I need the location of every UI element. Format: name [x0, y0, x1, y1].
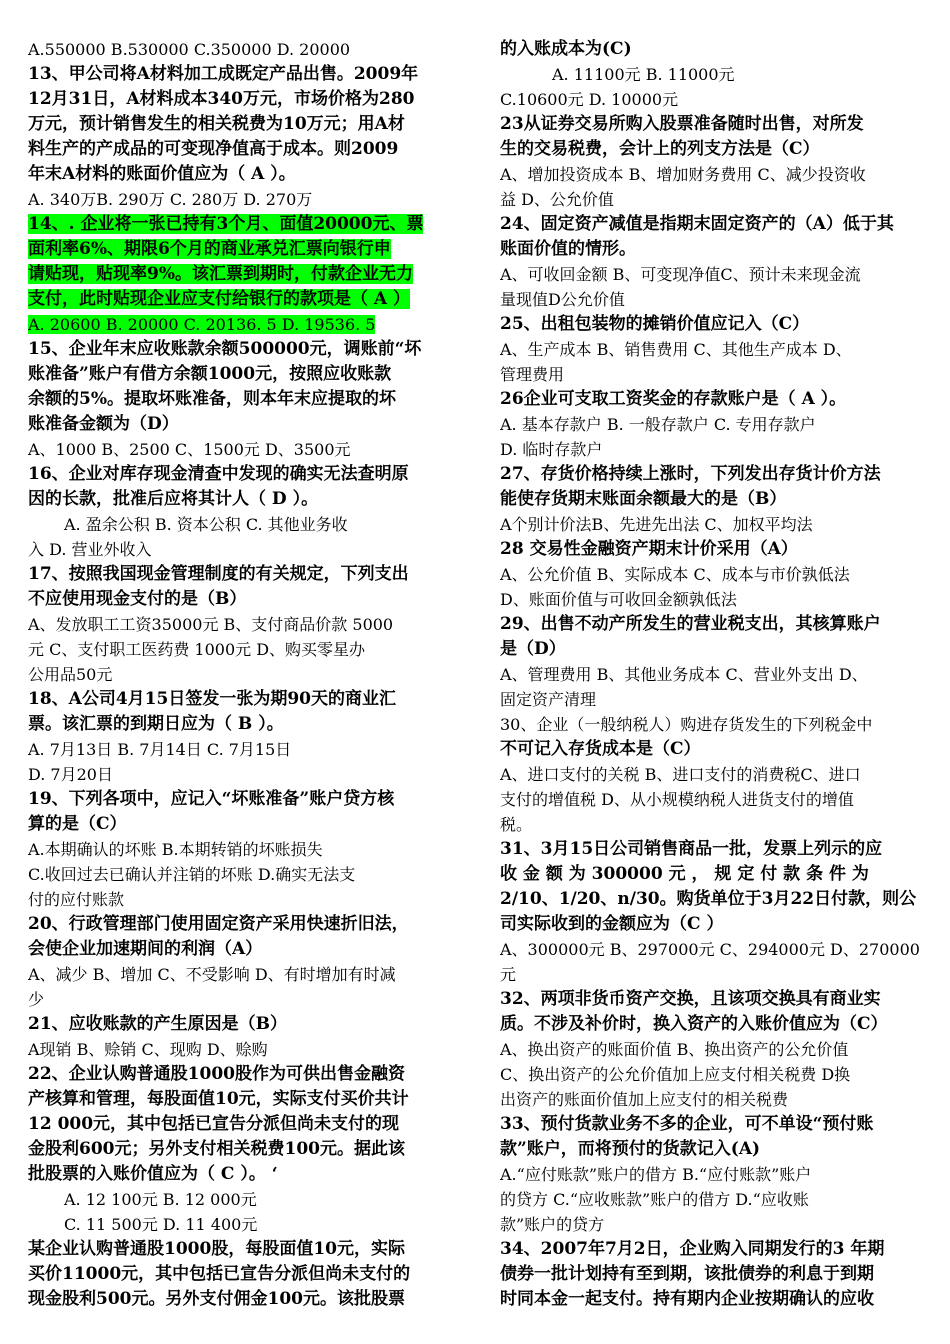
text-line: 买价11000元，其中包括已宣告分派但尚未支付的 [28, 1264, 411, 1284]
text-line: 司实际收到的金额应为（C ） [500, 914, 724, 934]
text-line: A. 7月13日 B. 7月14日 C. 7月15日 [28, 740, 292, 759]
text-line: A、管理费用 B、其他业务成本 C、营业外支出 D、 [500, 665, 868, 684]
text-line: 票。该汇票的到期日应为（ B ）。 [28, 714, 284, 734]
text-line: 支付的增值税 D、从小规模纳税人进货支付的增值 [500, 790, 854, 809]
text-line: 因的长款，批准后应将其计人（ D ）。 [28, 489, 319, 509]
text-line: 的贷方 C.“应收账款”账户的借方 D.“应收账 [500, 1190, 809, 1209]
text-line: 能使存货期末账面余额最大的是（B） [500, 489, 787, 509]
text-line: 不应使用现金支付的是（B） [28, 589, 247, 609]
text-line: A、换出资产的账面价值 B、换出资产的公允价值 [500, 1040, 849, 1059]
text-line: A、300000元 B、297000元 C、294000元 D、270000 [500, 940, 920, 959]
text-line: A. 12 100元 B. 12 000元 [64, 1190, 257, 1209]
text-line: 24、固定资产减值是指期末固定资产的（A）低于其 [500, 214, 894, 234]
text-line: 会使企业加速期间的利润（A） [28, 939, 263, 959]
text-line: 19、下列各项中，应记入“坏账准备”账户贷方核 [28, 789, 395, 809]
text-line: A、可收回金额 B、可变现净值C、预计未来现金流 [500, 265, 861, 284]
text-line: A.550000 B.530000 C.350000 D. 20000 [28, 40, 351, 59]
text-line: 18、A公司4月15日签发一张为期90天的商业汇 [28, 689, 396, 709]
text-line: 账面价值的情形。 [500, 239, 636, 259]
text-line: C. 11 500元 D. 11 400元 [64, 1215, 258, 1234]
right-column [500, 37, 920, 1312]
text-line: 时同本金一起支付。持有期内企业按期确认的应收 [500, 1289, 874, 1309]
text-line: 债券一批计划持有至到期，该批债券的利息于到期 [500, 1264, 874, 1284]
text-line: 33、预付货款业务不多的企业，可不单设“预付账 [500, 1114, 874, 1134]
text-line: A. 11100元 B. 11000元 [552, 65, 735, 84]
text-line: 27、存货价格持续上涨时，下列发出存货计价方法 [500, 464, 881, 484]
text-line [28, 287, 448, 312]
text-line: 的入账成本为(C) [500, 39, 632, 59]
text-line: 金股利600元；另外支付相关税费100元。据此该 [28, 1139, 405, 1159]
text-line: 公用品50元 [28, 665, 113, 684]
text-line: 益 D、公允价值 [500, 190, 614, 209]
text-line: 账准备”账户有借方余额1000元，按照应收账款 [28, 364, 392, 384]
text-line: 2/10、1/20、n/30。购货单位于3月22日付款，则公 [500, 889, 917, 909]
text-line: A现销 B、赊销 C、现购 D、赊购 [28, 1040, 268, 1059]
highlighted-text: A. 20600 B. 20000 C. 20136. 5 D. 19536. 5 [28, 315, 376, 334]
text-line: A、增加投资成本 B、增加财务费用 C、减少投资收 [500, 165, 866, 184]
text-line: 批股票的入账价值应为（ C ）。 ‘ [28, 1164, 278, 1184]
left-column [28, 37, 448, 1312]
text-line: D、账面价值与可收回金额孰低法 [500, 590, 737, 609]
text-line: C.收回过去已确认并注销的坏账 D.确实无法支 [28, 865, 356, 884]
text-line: 29、出售不动产所发生的营业税支出，其核算账户 [500, 614, 881, 634]
text-line: 税。 [500, 815, 533, 834]
text-line: 账准备金额为（D） [28, 414, 179, 434]
text-line: A、生产成本 B、销售费用 C、其他生产成本 D、 [500, 340, 852, 359]
text-line: 付的应付账款 [28, 890, 125, 909]
text-line: 少 [28, 990, 45, 1009]
text-line: 某企业认购普通股1000股，每股面值10元，实际 [28, 1239, 405, 1259]
text-line: A、减少 B、增加 C、不受影响 D、有时增加有时减 [28, 965, 396, 984]
text-line: A个别计价法B、先进先出法 C、加权平均法 [500, 515, 813, 534]
text-line: A. 基本存款户 B. 一般存款户 C. 专用存款户 [500, 415, 816, 434]
text-line: 16、企业对库存现金清查中发现的确实无法查明原 [28, 464, 409, 484]
text-line: D. 临时存款户 [500, 440, 603, 459]
text-line: 26企业可支取工资奖金的存款账户是（ A ）。 [500, 389, 847, 409]
text-line: 不可记入存货成本是（C） [500, 739, 701, 759]
text-line: 现金股利500元。另外支付佣金100元。该批股票 [28, 1289, 405, 1309]
highlighted-text: 请贴现，贴现率9%。该汇票到期时，付款企业无力 [28, 264, 413, 284]
highlighted-text: 14、. 企业将一张已持有3个月、面值20000元、票 [28, 214, 424, 234]
text-line: 12 000元，其中包括已宣告分派但尚未支付的现 [28, 1114, 400, 1134]
text-line [28, 262, 448, 287]
text-line [28, 312, 448, 337]
text-line: 料生产的产成品的可变现净值高于成本。则2009 [28, 139, 399, 159]
text-line: 28 交易性金融资产期末计价采用（A） [500, 539, 798, 559]
text-line: 生的交易税费，会计上的列支方法是（C） [500, 139, 820, 159]
text-line: 31、3月15日公司销售商品一批，发票上列示的应 [500, 839, 883, 859]
text-line: 15、企业年末应收账款余额500000元，调账前“坏 [28, 339, 422, 359]
text-line [28, 212, 448, 237]
text-line: 元 [500, 965, 517, 984]
text-line: 固定资产清理 [500, 690, 597, 709]
text-line: 款”账户的贷方 [500, 1215, 605, 1234]
text-line: 质。不涉及补价时，换入资产的入账价值应为（C） [500, 1014, 888, 1034]
text-line: A、发放职工工资35000元 B、支付商品价款 5000 [28, 615, 394, 634]
text-line: 32、两项非货币资产交换，且该项交换具有商业实 [500, 989, 881, 1009]
text-line: A. 盈余公积 B. 资本公积 C. 其他业务收 [64, 515, 348, 534]
text-line: 30、企业（一般纳税人）购进存货发生的下列税金中 [500, 715, 873, 734]
text-line: A、公允价值 B、实际成本 C、成本与市价孰低法 [500, 565, 850, 584]
text-line: C、换出资产的公允价值加上应支付相关税费 D换 [500, 1065, 851, 1084]
text-line: 余额的5%。提取坏账准备，则本年末应提取的坏 [28, 389, 396, 409]
text-line: 收 金 额 为 300000 元 ， 规 定 付 款 条 件 为 [500, 864, 869, 884]
text-line: 年末A材料的账面价值应为（ A ）。 [28, 164, 296, 184]
text-line: A、1000 B、2500 C、1500元 D、3500元 [28, 440, 351, 459]
text-line: 出资产的账面价值加上应支付的相关税费 [500, 1090, 789, 1109]
text-line: 管理费用 [500, 365, 565, 384]
highlighted-text: 面利率6%、期限6个月的商业承兑汇票向银行申 [28, 239, 391, 259]
text-line: A.“应付账款”账户的借方 B.“应付账款”账户 [500, 1165, 812, 1184]
text-line: 21、应收账款的产生原因是（B） [28, 1014, 288, 1034]
text-line: 款”账户，而将预付的货款记入(A) [500, 1139, 761, 1159]
text-line: A.本期确认的坏账 B.本期转销的坏账损失 [28, 840, 323, 859]
text-line: 产核算和管理，每股面值10元，实际支付买价共计 [28, 1089, 409, 1109]
text-line: 22、企业认购普通股1000股作为可供出售金融资 [28, 1064, 405, 1084]
text-line: 万元，预计销售发生的相关税费为10万元；用A材 [28, 114, 405, 134]
text-line: A、进口支付的关税 B、进口支付的消费税C、进口 [500, 765, 861, 784]
text-line [28, 237, 448, 262]
text-line: 25、出租包装物的摊销价值应记入（C） [500, 314, 810, 334]
text-line: 算的是（C） [28, 814, 127, 834]
text-line: 入 D. 营业外收入 [28, 540, 152, 559]
text-line: 12月31日，A材料成本340万元，市场价格为280 [28, 89, 415, 109]
text-line: 是（D） [500, 639, 566, 659]
text-line: 元 C、支付职工医药费 1000元 D、购买零星办 [28, 640, 366, 659]
text-line: 17、按照我国现金管理制度的有关规定，下列支出 [28, 564, 409, 584]
text-line: 13、甲公司将A材料加工成既定产品出售。2009年 [28, 64, 419, 84]
text-line: C.10600元 D. 10000元 [500, 90, 679, 109]
highlighted-text: 支付，此时贴现企业应支付给银行的款项是（ A ） [28, 289, 411, 309]
text-line: 23从证券交易所购入股票准备随时出售，对所发 [500, 114, 864, 134]
text-line: 34、2007年7月2日，企业购入同期发行的3 年期 [500, 1239, 885, 1259]
text-line: A. 340万B. 290万 C. 280万 D. 270万 [28, 190, 313, 209]
text-line: D. 7月20日 [28, 765, 113, 784]
text-line: 20、行政管理部门使用固定资产采用快速折旧法， [28, 914, 409, 934]
text-line: 量现值D公允价值 [500, 290, 625, 309]
